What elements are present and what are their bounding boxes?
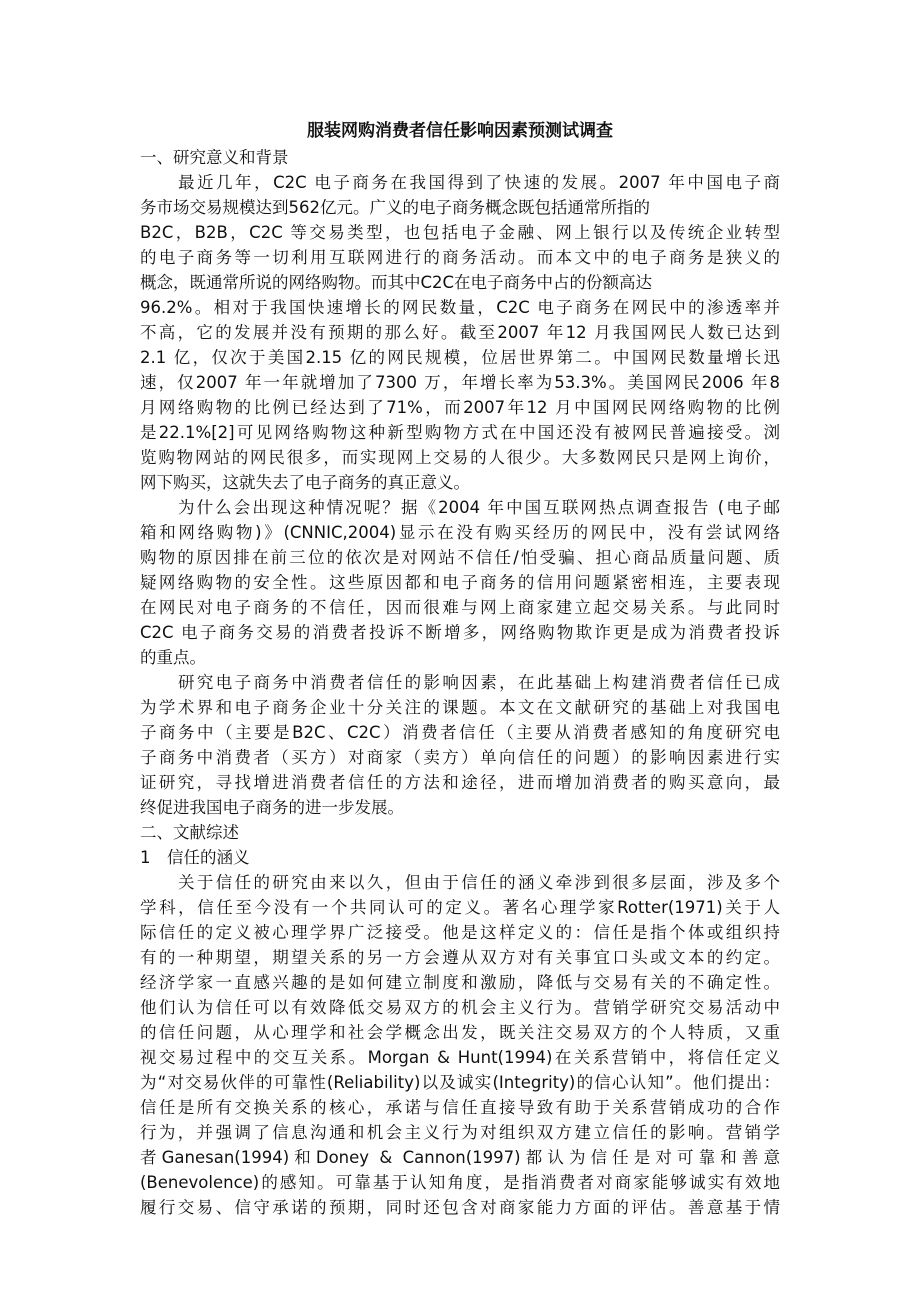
paragraph-line: 学科，信任至今没有一个共同认可的定义。著名心理学家Rotter(1971)关于人 xyxy=(140,898,780,917)
paragraph-line: 疑网络购物的安全性。这些原因都和电子商务的信用问题紧密相连，主要表现 xyxy=(140,573,780,592)
section-heading: 一、研究意义和背景 xyxy=(140,148,289,167)
paragraph-line: 在网民对电子商务的不信任，因而很难与网上商家建立起交易关系。与此同时 xyxy=(140,598,780,617)
paragraph-line: 是22.1%[2]可见网络购物这种新型购物方式在中国还没有被网民普遍接受。浏 xyxy=(140,423,780,442)
paragraph-line: 子商务中（主要是B2C、C2C）消费者信任（主要从消费者感知的角度研究电 xyxy=(140,723,780,742)
paragraph-line: 履行交易、信守承诺的预期，同时还包含对商家能力方面的评估。善意基于情 xyxy=(140,1198,780,1217)
paragraph-line: 速，仅2007 年一年就增加了7300 万，年增长率为53.3%。美国网民2006 年8 xyxy=(140,373,780,392)
document-title: 服装网购消费者信任影响因素预测试调查 xyxy=(307,121,613,141)
paragraph-line: 96.2%。相对于我国快速增长的网民数量，C2C 电子商务在网民中的渗透率并 xyxy=(140,298,780,317)
paragraph-line: 他们认为信任可以有效降低交易双方的机会主义行为。营销学研究交易活动中 xyxy=(140,998,780,1017)
paragraph-line: 的重点。 xyxy=(140,648,206,667)
paragraph-line: 购物的原因排在前三位的依次是对网站不信任/怕受骗、担心商品质量问题、质 xyxy=(140,548,780,567)
paragraph-line: 为“对交易伙伴的可靠性(Reliability)以及诚实(Integrity)的信心认知”。他们提出： xyxy=(140,1073,780,1092)
paragraph-line: 的信任问题，从心理学和社会学概念出发，既关注交易双方的个人特质，又重 xyxy=(140,1023,780,1042)
paragraph-line: 际信任的定义被心理学界广泛接受。他是这样定义的：信任是指个体或组织持 xyxy=(140,923,780,942)
paragraph-line: 者Ganesan(1994)和Doney & Cannon(1997)都认为信任是对可靠和善意 xyxy=(140,1148,780,1167)
paragraph-line: 不高，它的发展并没有预期的那么好。截至2007 年12 月我国网民人数已达到 xyxy=(140,323,780,342)
paragraph-line: 2.1 亿，仅次于美国2.15 亿的网民规模，位居世界第二。中国网民数量增长迅 xyxy=(140,348,780,367)
paragraph-line: 网下购买，这就失去了电子商务的真正意义。 xyxy=(140,473,470,492)
subsection-heading: 1 信任的涵义 xyxy=(140,848,250,867)
paragraph-line: 信任是所有交换关系的核心，承诺与信任直接导致有助于关系营销成功的合作 xyxy=(140,1098,780,1117)
paragraph-line: 证研究，寻找增进消费者信任的方法和途径，进而增加消费者的购买意向，最 xyxy=(140,773,780,792)
paragraph-line: 务市场交易规模达到562亿元。广义的电子商务概念既包括通常所指的 xyxy=(140,198,650,217)
paragraph-line: 最近几年，C2C 电子商务在我国得到了快速的发展。2007 年中国电子商 xyxy=(178,173,780,192)
paragraph-line: 月网络购物的比例已经达到了71%，而2007年12 月中国网民网络购物的比例 xyxy=(140,398,780,417)
paragraph-line: 为什么会出现这种情况呢？据《2004 年中国互联网热点调查报告 (电子邮 xyxy=(178,498,780,517)
paragraph-line: 有的一种期望，期望关系的另一方会遵从双方对有关事宜口头或文本的约定。 xyxy=(140,948,780,967)
paragraph-line: 研究电子商务中消费者信任的影响因素，在此基础上构建消费者信任已成 xyxy=(178,673,780,692)
paragraph-line: 关于信任的研究由来以久，但由于信任的涵义牵涉到很多层面，涉及多个 xyxy=(178,873,780,892)
paragraph-line: C2C 电子商务交易的消费者投诉不断增多，网络购物欺诈更是成为消费者投诉 xyxy=(140,623,780,642)
paragraph-line: 为学术界和电子商务企业十分关注的课题。本文在文献研究的基础上对我国电 xyxy=(140,698,780,717)
paragraph-line: 视交易过程中的交互关系。Morgan & Hunt(1994)在关系营销中，将信任定义 xyxy=(140,1048,780,1067)
paragraph-line: 概念，既通常所说的网络购物。而其中C2C在电子商务中占的份额高达 xyxy=(140,273,653,292)
paragraph-line: 览购物网站的网民很多，而实现网上交易的人很少。大多数网民只是网上询价， xyxy=(140,448,780,467)
paragraph-line: 经济学家一直感兴趣的是如何建立制度和激励，降低与交易有关的不确定性。 xyxy=(140,973,780,992)
paragraph-line: 子商务中消费者（买方）对商家（卖方）单向信任的问题）的影响因素进行实 xyxy=(140,748,780,767)
paragraph-line: 终促进我国电子商务的进一步发展。 xyxy=(140,798,404,817)
paragraph-line: B2C，B2B，C2C 等交易类型，也包括电子金融、网上银行以及传统企业转型 xyxy=(140,223,780,242)
paragraph-line: 的电子商务等一切利用互联网进行的商务活动。而本文中的电子商务是狭义的 xyxy=(140,248,780,267)
section-heading: 二、文献综述 xyxy=(140,823,239,842)
paragraph-line: 箱和网络购物)》(CNNIC,2004)显示在没有购买经历的网民中，没有尝试网络 xyxy=(140,523,780,542)
paragraph-line: (Benevolence)的感知。可靠基于认知角度，是指消费者对商家能够诚实有效地 xyxy=(140,1173,780,1192)
paragraph-line: 行为，并强调了信息沟通和机会主义行为对组织双方建立信任的影响。营销学 xyxy=(140,1123,780,1142)
